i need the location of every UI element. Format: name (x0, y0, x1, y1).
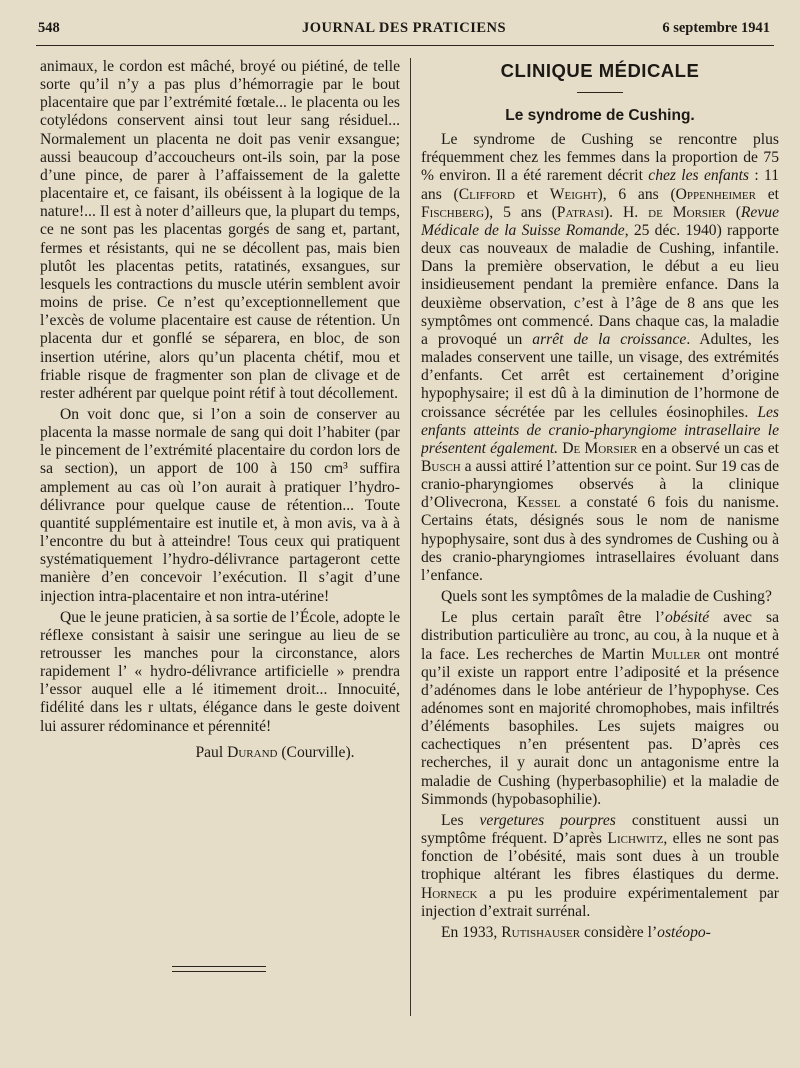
text-run: a constaté 6 fois du nanisme. Certains états, désignés sous le nom de nanisme hypophysaire, sont dus à des syndromes de Cushing ou à des cranio-pharyngiomes intrasellaires évoluant dans l’enfance. (421, 494, 779, 584)
text-run: On voit donc que, si l’on a soin de conserver au placenta la masse normale de sang qui doit l’habiter (par le pincement de l’extrémité placentaire du cordon lors de sa section), un apport de 100 à 150 cm³ suffira amplement au cas où l’on aurait à pratiquer l’hydro-délivrance pour quelque cause de rétention... Toute quantité supplémentaire est inutile et, à mon avis, va à à l’encontre du but à atteindre! Tous ceux qui pratiquent systématiquement l’hydro-délivrance partageront cette manière d’en concevoir l’exécution. Il s’agit d’une injection intra-placentaire et non intra-utérine! (40, 405, 400, 605)
paragraph (421, 588, 779, 606)
name-smallcaps: Oppenheimer (675, 185, 756, 203)
paragraph (40, 58, 400, 403)
column-divider (410, 58, 411, 1016)
page-header (38, 18, 770, 40)
text-run: Le plus certain paraît être l’ (441, 609, 665, 627)
section-title-rule (577, 92, 623, 93)
left-column (40, 58, 400, 1048)
name-smallcaps: Kessel (516, 494, 561, 512)
paragraph (40, 609, 400, 736)
name-smallcaps: De Morsier (562, 439, 638, 457)
page-number: 548 (38, 20, 60, 36)
text-run: constituent aussi un symptôme fréquent. D’après (421, 811, 779, 848)
text-run: et (515, 185, 550, 203)
paragraph (421, 924, 779, 942)
name-smallcaps: Rutishauser (501, 923, 581, 941)
text-run: , elles ne sont pas fonction de l’obésité, mais sont dues à un trouble trophique altérant les fibres élastiques du derme. (421, 830, 779, 884)
article-end-rule (172, 966, 266, 972)
italic-text: chez les enfants (648, 167, 749, 185)
name-smallcaps: Lichwitz (607, 830, 664, 848)
article-title: Le syndrome de Cushing. (505, 107, 695, 124)
name-smallcaps: Patrasi (556, 203, 604, 221)
text-run: a aussi attiré l’attention sur ce point. Sur 19 cas de cranio-pharyngiomes observés à la clinique d’Olivecrona, (421, 457, 779, 512)
italic-text: vergetures pourpres (479, 811, 616, 829)
paragraph (421, 131, 779, 585)
text-run: ). H. (603, 203, 649, 221)
name-smallcaps: Horneck (421, 884, 478, 902)
text-run: , 25 déc. 1940) rapporte deux cas nouveaux de maladie de Cushing, infantile. Dans la première observation, le début a eu lieu insidieusement pendant la première enfance. Dans la deuxième observation, c’est à l’âge de 8 ans que les symptômes ont commencé. Dans chaque cas, la maladie a provoqué un (421, 221, 779, 348)
italic-text: Les enfants atteints de cranio-pharyngiome intrasellaire le présentent également. (421, 403, 779, 457)
text-run: avec sa distribution particulière au tronc, au cou, à la nuque et à la face. Les recherches de Martin (421, 609, 779, 663)
text-run: ont montré qu’il existe un rapport entre l’adiposité et la présence d’adénomes dans le lobe antérieur de l’hypophyse. Ces adénomes sont en majorité chromophobes, mais infiltrés d’éléments basophiles. Les sujets maigres ou cachectiques n’en présentent pas. D’après ces recherches, il y aurait donc un antagonisme entre la maladie de Cushing (hyperbasophilie) et la maladie de Simmonds (hypobasophilie). (421, 645, 779, 808)
text-run: animaux, le cordon est mâché, broyé ou piétiné, de telle sorte qu’il n’y a pas plus d’hémorragie par le bout placentaire que par l’extrémité fœtale... le placenta ou les cotylédons conservent ainsi tout leur sang résiduel... Normalement un placenta ne doit pas venir exsangue; aussi beaucoup d’accoucheurs ont-ils soin, par la pose d’une pince, de parer à l’affaissement de la galette placentaire et, ce faisant, ils obéissent à la logique de la nature!... Il est à noter d’ailleurs que, la plupart du temps, ce ne sont pas les placentas gorgés de sang et, partant, fermes et résistants, qui ne se décollent pas, mais bien plutôt les placentas petits, ratatinés, exsangues, sur lesquels les contractions du muscle utérin semblent avoir moins de prise. Ce n’est qu’exceptionnellement que l’excès de volume placentaire est cause de rétention. Un placenta dur et gonflé se séparera, en bloc, de son insertion utérine, alors qu’un placenta chétif, mou et friable risque de fragmenter son plan de clivage et de rester adhérent par quelque point rétif à tout décollement. (40, 58, 400, 402)
name-smallcaps: Weight (549, 185, 598, 203)
text-run: ), 6 ans ( (597, 185, 676, 203)
text-run: ), 5 ans ( (484, 203, 557, 221)
paragraph (421, 812, 779, 921)
text-run: considère l’ (580, 923, 658, 941)
paragraph (421, 609, 779, 809)
italic-text: ostéopo- (657, 923, 711, 941)
text-run: Que le jeune praticien, à sa sortie de l’École, adopte le réflexe consistant à saisir une seringue au lieu de se retrousser les manches pour la circonstance, alors rapidement l’ « hydro-délivrance artificielle » prendra l’essor auquel elle a lé itimement droit... Innocuité, fidélité dans les r ultats, élégance dans le geste doivent lui assurer rédominance et pérennité! (40, 608, 400, 735)
name-smallcaps: Durand (227, 743, 278, 761)
text-run: en a observé un cas et (637, 439, 779, 457)
name-smallcaps: Clifford (458, 185, 515, 203)
text-run: Les (441, 811, 480, 829)
text-run: : 11 ans ( (421, 167, 779, 203)
journal-title: JOURNAL DES PRATICIENS (301, 20, 507, 36)
text-run: Paul (195, 743, 228, 761)
issue-date: 6 septembre 1941 (662, 20, 770, 36)
name-smallcaps: Fischberg (421, 203, 485, 221)
text-run: a pu les produire expérimentalement par injection d’extrait surrénal. (421, 884, 779, 920)
text-run: et (755, 185, 779, 203)
header-rule (36, 45, 774, 46)
italic-text: arrêt de la croissance (532, 330, 687, 348)
name-smallcaps: de Morsier (648, 203, 726, 221)
paragraph (40, 406, 400, 606)
text-run: Le syndrome de Cushing se rencontre plus fréquemment chez les femmes dans la proportion de 75 % environ. Il a été rarement décrit (421, 131, 779, 185)
italic-text: Revue Médicale de la Suisse Romande (421, 203, 779, 239)
text-run: Quels sont les symptômes de la maladie de Cushing? (441, 588, 772, 606)
name-smallcaps: Muller (651, 645, 701, 663)
name-smallcaps: Busch (421, 457, 461, 475)
text-run: ( (725, 203, 741, 221)
text-run: En 1933, (441, 923, 502, 941)
italic-text: obésité (664, 609, 710, 627)
author-signature (40, 744, 400, 762)
section-title: CLINIQUE MÉDICALE (500, 60, 700, 81)
right-column (421, 58, 779, 1048)
text-run: (Courville). (277, 743, 355, 761)
text-run: . Adultes, les malades conservent une taille, un visage, des extrémités d’enfants. Cet arrêt est certainement d’origine hypophysaire; il est dû à la diminution de l’hormone de croissance sécrétée par les cellules éosinophiles. (421, 330, 779, 421)
